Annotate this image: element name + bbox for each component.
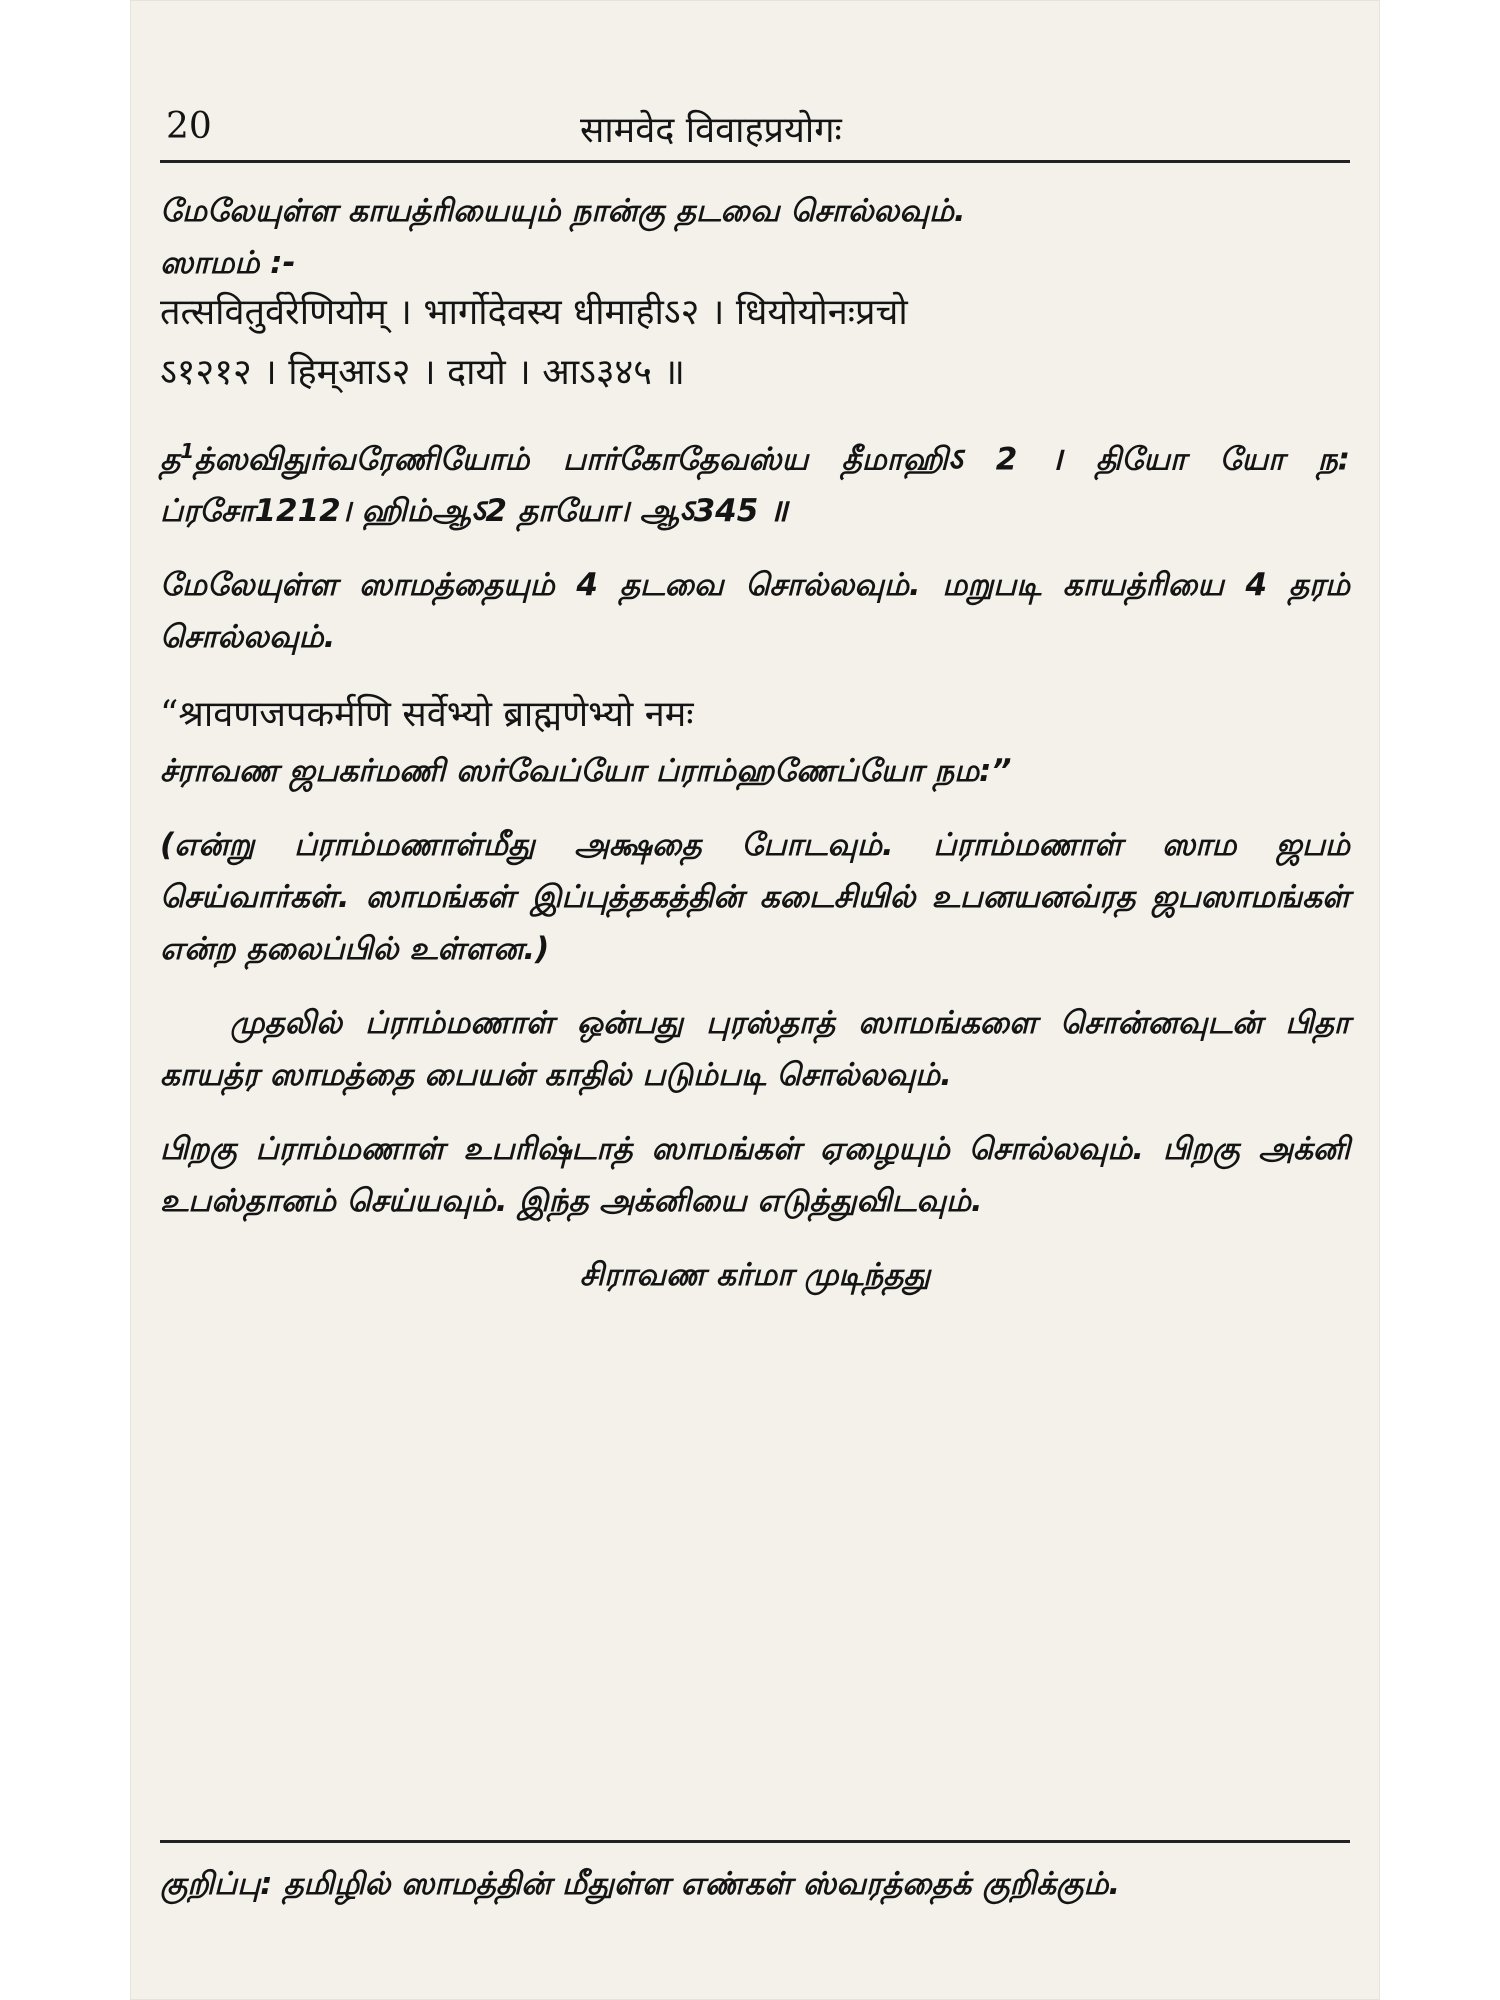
closing-line: சிராவண கர்மா முடிந்தது [579, 1257, 931, 1294]
page-title: सामवेद विवाहप्रयोगः [580, 110, 842, 151]
sanskrit-saamam-line-1: तत्सवितुर्वरेणियोम् । भार्गोदेवस्य धीमाहीऽ२ । धियोयोनःप्रचो [160, 292, 908, 333]
page-content [160, 100, 1350, 1301]
tamil-transliteration [160, 425, 1350, 537]
paragraph-akshatai-instruction: (என்று ப்ராம்மணாள்மீது அக்ஷதை போடவும். ப்ராம்மணாள் ஸாம ஜபம் செய்வார்கள். ஸாமங்கள் இப்புத்தகத்தின் கடைசியில் உபனயனவ்ரத ஜபஸாமங்கள் என்ற தலைப்பில் உள்ளன.) [160, 827, 1350, 968]
svara-superscript: 1 [180, 439, 195, 463]
paragraph-purastat-saamangal: முதலில் ப்ராம்மணாள் ஒன்பது புரஸ்தாத் ஸாமங்களை சொன்னவுடன் பிதா காயத்ர ஸாமத்தை பையன் காதில் படும்படி சொல்லவும். [160, 1005, 1350, 1094]
translit-start: த [160, 441, 181, 478]
paragraph-gayatri-four-times: மேலேயுள்ள காயத்ரியையும் நான்கு தடவை சொல்லவும். [160, 193, 966, 229]
paragraph-uparishtat-saamangal: பிறகு ப்ராம்மணாள் உபரிஷ்டாத் ஸாமங்கள் ஏழையும் சொல்லவும். பிறகு அக்னி உபஸ்தானம் செய்யவும். இந்த அக்னியை எடுத்துவிடவும். [160, 1131, 1350, 1220]
page-number: 20 [166, 106, 212, 147]
sanskrit-saamam-line-2: ऽ१२१२ । हिम्आऽ२ । दायो । आऽ३४५ ॥ [160, 352, 685, 393]
book-page [130, 0, 1380, 2000]
footnote: குறிப்பு: தமிழில் ஸாமத்தின் மீதுள்ள எண்கள் ஸ்வரத்தைக் குறிக்கும். [160, 1866, 1121, 1902]
page-header [160, 100, 1350, 163]
saamam-label: ஸாமம் :- [160, 245, 296, 281]
translit-rest: த்ஸவிதுர்வரேணியோம் பார்கோதேவஸ்ய தீமாஹிऽ 2 । தியோ யோ ந: ப்ரசோ1212। ஹிம்ஆऽ2 தாயோ। ஆऽ345 ॥ [160, 441, 1350, 530]
footnote-divider [160, 1840, 1350, 1843]
paragraph-saamam-four-times: மேலேயுள்ள ஸாமத்தையும் 4 தடவை சொல்லவும். மறுபடி காயத்ரியை 4 தரம் சொல்லவும். [160, 567, 1350, 656]
tamil-namaskara-line: ச்ராவண ஜபகர்மணி ஸர்வேப்யோ ப்ராம்ஹணேப்யோ நம:” [160, 753, 1012, 790]
sanskrit-namaskara-line: “श्रावणजपकर्मणि सर्वेभ्यो ब्राह्मणेभ्यो नमः [160, 694, 694, 736]
